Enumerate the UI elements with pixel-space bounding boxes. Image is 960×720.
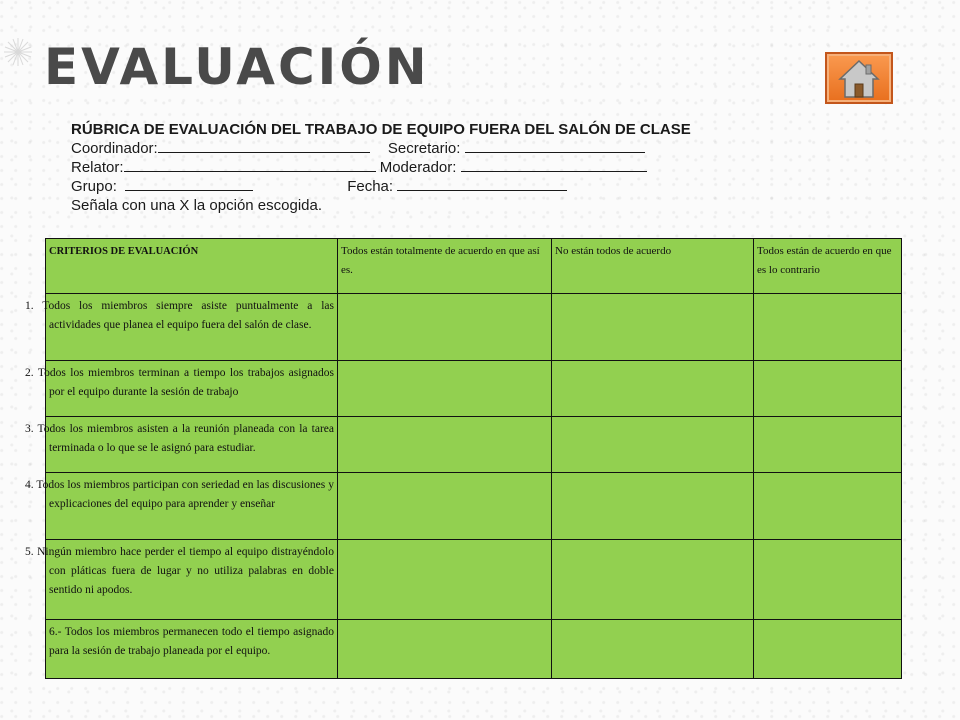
option-cell-opposite[interactable] [754,540,902,620]
table-row [46,473,902,540]
relator-field[interactable] [124,158,376,172]
option-cell-not-all-agree[interactable] [552,620,754,679]
option-cell-not-all-agree[interactable] [552,540,754,620]
fecha-field[interactable] [397,177,567,191]
option-cell-agree[interactable] [338,620,552,679]
grupo-label: Grupo: [71,178,117,195]
fecha-label: Fecha: [347,178,394,195]
moderador-field[interactable] [461,158,647,172]
option-cell-agree[interactable] [338,540,552,620]
option-cell-opposite[interactable] [754,294,902,361]
table-row [46,361,902,417]
secretario-label: Secretario: [387,140,461,157]
criterion-text: 3. Todos los miembros asisten a la reunión planeada con la tarea terminada o lo que se le asignó para estudiar. [46,417,338,473]
home-icon [837,57,881,101]
coordinador-label: Coordinador: [71,140,158,157]
table-row [46,417,902,473]
table-header-row [46,239,902,294]
option-cell-not-all-agree[interactable] [552,361,754,417]
column-header: Todos están totalmente de acuerdo en que así es. [338,239,552,294]
rubric-heading: RÚBRICA DE EVALUACIÓN DEL TRABAJO DE EQUIPO FUERA DEL SALÓN DE CLASE [71,121,691,138]
option-cell-agree[interactable] [338,361,552,417]
grupo-field[interactable] [125,177,253,191]
evaluation-form-header [71,120,691,215]
criterion-text: 6.- Todos los miembros permanecen todo el tiempo asignado para la sesión de trabajo planeada por el equipo. [46,620,338,679]
table-row [46,620,902,679]
column-header: Todos están de acuerdo en que es lo contrario [754,239,902,294]
option-cell-opposite[interactable] [754,361,902,417]
instruction-text: Señala con una X la opción escogida. [71,197,323,214]
table-row [46,294,902,361]
option-cell-opposite[interactable] [754,417,902,473]
option-cell-not-all-agree[interactable] [552,417,754,473]
option-cell-agree[interactable] [338,417,552,473]
criterion-text: 1. Todos los miembros siempre asiste puntualmente a las actividades que planea el equipo fuera del salón de clase. [46,294,338,361]
secretario-field[interactable] [465,139,645,153]
relator-label: Relator: [71,159,124,176]
option-cell-not-all-agree[interactable] [552,473,754,540]
table-row [46,540,902,620]
page-title: EVALUACIÓN [44,38,430,96]
coordinador-field[interactable] [158,139,370,153]
criterion-text: 2. Todos los miembros terminan a tiempo los trabajos asignados por el equipo durante la sesión de trabajo [46,361,338,417]
moderador-label: Moderador: [379,159,457,176]
criterion-text: 5. Ningún miembro hace perder el tiempo al equipo distrayéndolo con pláticas fuera de lugar y no utiliza palabras en doble sentido ni apodos. [46,540,338,620]
column-header: CRITERIOS DE EVALUACIÓN [46,239,338,294]
criterion-text: 4. Todos los miembros participan con seriedad en las discusiones y explicaciones del equipo para aprender y enseñar [46,473,338,540]
option-cell-opposite[interactable] [754,620,902,679]
option-cell-agree[interactable] [338,294,552,361]
option-cell-not-all-agree[interactable] [552,294,754,361]
rubric-table [25,238,902,679]
column-header: No están todos de acuerdo [552,239,754,294]
option-cell-agree[interactable] [338,473,552,540]
home-button[interactable] [825,52,893,104]
option-cell-opposite[interactable] [754,473,902,540]
